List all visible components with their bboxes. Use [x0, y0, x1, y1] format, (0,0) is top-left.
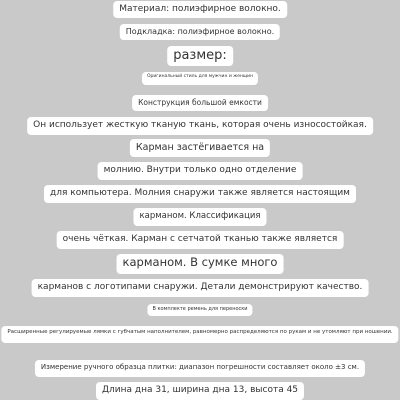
material-line: Материал: полиэфирное волокно. [113, 1, 287, 18]
mesh-pocket-line: очень чёткая. Карман с сетчатой тканью также является [57, 231, 344, 249]
measurement-note-line: Измерение ручного образца плитки: диапазон погрешности составляет около ±3 см. [35, 360, 365, 377]
lining-line: Подкладка: полиэфирное волокно. [120, 24, 280, 40]
size-heading: размер: [167, 46, 233, 66]
strap-included-line: В комплекте ремень для переноски [147, 304, 252, 316]
capacity-line: Конструкция большой емкости [132, 95, 268, 111]
style-note-line: Оригинальный стиль для мужчин и женщин [142, 72, 258, 85]
classification-line: карманом. Классификация [133, 208, 266, 226]
logo-pockets-line: карманов с логотипами снаружи. Детали демонстрируют качество. [32, 279, 369, 297]
compartment-line: молнию. Внутри только одно отделение [98, 162, 303, 180]
computer-pocket-line: для компьютера. Молния снаружи также является настоящим [44, 185, 356, 203]
dimensions-line: Длина дна 31, ширина дна 13, высота 45 [96, 382, 304, 400]
straps-description-line: Расширенные регулируемые лямки с губчатым наполнителем, равномерно распределяются по рукам и не утомляют при ношении. [1, 326, 398, 343]
fabric-line: Он использует жесткую тканую ткань, которая очень износостойкая. [27, 117, 373, 135]
pocket-zip-line: Карман застёгивается на [130, 139, 270, 157]
many-pockets-line: карманом. В сумке много [117, 254, 284, 274]
